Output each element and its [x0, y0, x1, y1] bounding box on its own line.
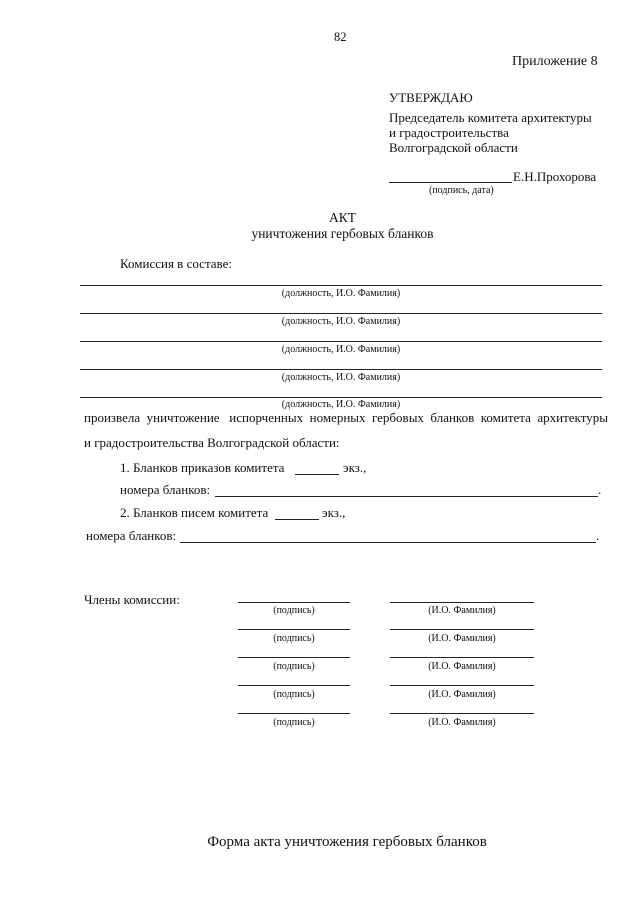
member-hint: (должность, И.О. Фамилия) — [281, 316, 401, 327]
signature-hint: (подпись) — [273, 633, 315, 644]
commission-label: Комиссия в составе: — [120, 256, 232, 271]
item1-unit: экз., — [343, 460, 367, 475]
item2-numbers-label: номера бланков: — [86, 528, 177, 543]
signature-line[interactable] — [238, 602, 350, 603]
name-line[interactable] — [390, 713, 534, 714]
document-title: АКТ — [329, 210, 356, 225]
signature-line[interactable] — [238, 629, 350, 630]
approve-heading: УТВЕРЖДАЮ — [389, 90, 473, 105]
item2-count-field[interactable] — [275, 519, 319, 520]
body-text-line2: и градостроительства Волгоградской области: — [84, 435, 340, 450]
item1-label: 1. Бланков приказов комитета — [120, 460, 285, 475]
name-hint: (И.О. Фамилия) — [428, 633, 496, 644]
member-line[interactable] — [80, 369, 602, 370]
name-hint: (И.О. Фамилия) — [428, 717, 496, 728]
approver-signature-hint: (подпись, дата) — [429, 185, 494, 196]
signature-hint: (подпись) — [273, 717, 315, 728]
signature-line[interactable] — [238, 685, 350, 686]
member-line[interactable] — [80, 341, 602, 342]
approver-signature-line[interactable] — [389, 182, 512, 183]
name-line[interactable] — [390, 602, 534, 603]
document-subtitle: уничтожения гербовых бланков — [251, 226, 434, 241]
appendix-label: Приложение 8 — [512, 54, 598, 69]
member-hint: (должность, И.О. Фамилия) — [281, 344, 401, 355]
item1-numbers-label: номера бланков: — [120, 482, 211, 497]
name-hint: (И.О. Фамилия) — [428, 605, 496, 616]
member-line[interactable] — [80, 285, 602, 286]
member-hint: (должность, И.О. Фамилия) — [281, 372, 401, 383]
members-label: Члены комиссии: — [84, 592, 180, 607]
member-hint: (должность, И.О. Фамилия) — [281, 288, 401, 299]
item2-label: 2. Бланков писем комитета — [120, 505, 269, 520]
item2-numbers-field[interactable] — [180, 542, 596, 543]
name-line[interactable] — [390, 657, 534, 658]
name-line[interactable] — [390, 685, 534, 686]
approver-position-cont: и градостроительства — [389, 125, 509, 140]
item2-period: . — [596, 528, 600, 543]
body-text-line1: произвела уничтожение испорченных номерных гербовых бланков комитета архитектуры — [84, 410, 608, 425]
signature-hint: (подпись) — [273, 689, 315, 700]
form-caption: Форма акта уничтожения гербовых бланков — [207, 834, 487, 850]
name-hint: (И.О. Фамилия) — [428, 689, 496, 700]
signature-hint: (подпись) — [273, 661, 315, 672]
approver-region: Волгоградской области — [389, 140, 518, 155]
signature-line[interactable] — [238, 657, 350, 658]
name-line[interactable] — [390, 629, 534, 630]
item1-numbers-field[interactable] — [215, 496, 598, 497]
member-hint: (должность, И.О. Фамилия) — [281, 399, 401, 410]
item1-count-field[interactable] — [295, 474, 339, 475]
signature-line[interactable] — [238, 713, 350, 714]
name-hint: (И.О. Фамилия) — [428, 661, 496, 672]
approver-position: Председатель комитета архитектуры — [389, 110, 592, 125]
approver-name: Е.Н.Прохорова — [513, 169, 597, 184]
page-number: 82 — [334, 30, 347, 44]
item1-period: . — [598, 482, 602, 497]
member-line[interactable] — [80, 313, 602, 314]
item2-unit: экз., — [322, 505, 346, 520]
member-line[interactable] — [80, 397, 602, 398]
signature-hint: (подпись) — [273, 605, 315, 616]
